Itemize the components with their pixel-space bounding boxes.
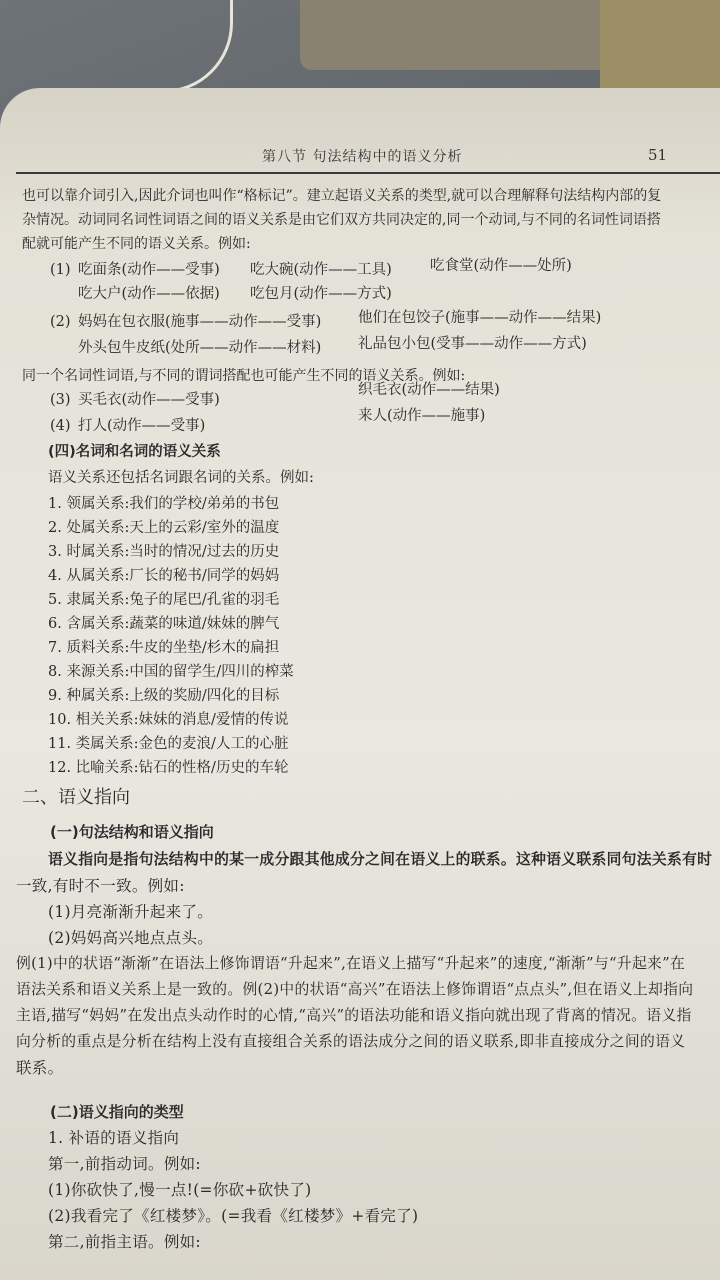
list-item: 2. 处属关系:天上的云彩/室外的温度 bbox=[48, 520, 280, 536]
example-item: 来人(动作——施事) bbox=[358, 408, 486, 424]
example-item: 妈妈在包衣服(施事——动作——受事) bbox=[78, 314, 322, 330]
paragraph-line: 例(1)中的状语“渐渐”在语法上修饰谓语“升起来”,在语义上描写“升起来”的速度,“渐渐”与“升起来”在 bbox=[16, 955, 686, 972]
list-item: 3. 时属关系:当时的情况/过去的历史 bbox=[48, 544, 280, 560]
example-label: (3) bbox=[50, 392, 71, 408]
text-line: 杂情况。动词同名词性词语之间的语义关系是由它们双方共同决定的,同一个动词,与不同的名词性词语搭 bbox=[22, 212, 661, 228]
example-item: 外头包牛皮纸(处所——动作——材料) bbox=[78, 340, 322, 356]
list-item: 9. 种属关系:上级的奖励/四化的目标 bbox=[48, 688, 280, 704]
part-heading: 二、语义指向 bbox=[22, 787, 130, 808]
chapter-title: 第八节 句法结构中的语义分析 bbox=[262, 149, 463, 165]
example-item: 他们在包饺子(施事——动作——结果) bbox=[358, 310, 602, 326]
example-item: 买毛衣(动作——受事) bbox=[78, 392, 220, 408]
list-item: 10. 相关关系:妹妹的消息/爱情的传说 bbox=[48, 712, 289, 728]
subsection-heading: 1. 补语的语义指向 bbox=[48, 1129, 180, 1147]
list-item: 5. 隶属关系:兔子的尾巴/孔雀的羽毛 bbox=[48, 592, 280, 608]
example-item: 吃面条(动作——受事) bbox=[78, 262, 220, 278]
text-line: 配就可能产生不同的语义关系。例如: bbox=[22, 236, 251, 252]
section-heading: (二)语义指向的类型 bbox=[50, 1103, 184, 1121]
paragraph-line: 主语,描写“妈妈”在发出点头动作时的心情,“高兴”的语法功能和语义指向就出现了背离的情况。语义指 bbox=[16, 1007, 692, 1024]
list-item: 8. 来源关系:中国的留学生/四川的榨菜 bbox=[48, 664, 294, 680]
paragraph-line: 向分析的重点是分析在结构上没有直接组合关系的语法成分之间的语义联系,即非直接成分之间的语义 bbox=[16, 1033, 686, 1050]
example-item: 吃大碗(动作——工具) bbox=[250, 262, 392, 278]
list-item: 6. 含属关系:蔬菜的味道/妹妹的脾气 bbox=[48, 616, 280, 632]
paragraph-line: 一致,有时不一致。例如: bbox=[16, 877, 185, 895]
text-line: 同一个名词性词语,与不同的谓词搭配也可能产生不同的语义关系。例如: bbox=[22, 368, 466, 384]
background-object bbox=[300, 0, 630, 70]
book-page bbox=[0, 88, 720, 1280]
paragraph-line: 联系。 bbox=[16, 1059, 64, 1077]
paragraph-line: 第一,前指动词。例如: bbox=[48, 1155, 201, 1173]
example-label: (4) bbox=[50, 418, 71, 434]
example-item: 打人(动作——受事) bbox=[78, 418, 206, 434]
example-sentence: (2)妈妈高兴地点点头。 bbox=[48, 929, 214, 947]
example-item: 吃包月(动作——方式) bbox=[250, 286, 392, 302]
header-rule bbox=[16, 172, 720, 174]
paragraph-line: 语法关系和语义关系上是一致的。例(2)中的状语“高兴”在语法上修饰谓语“点点头”,但在语义上却指向 bbox=[16, 981, 694, 998]
section-intro: 语义关系还包括名词跟名词的关系。例如: bbox=[48, 470, 314, 486]
section-heading: (四)名词和名词的语义关系 bbox=[48, 444, 221, 460]
list-item: 11. 类属关系:金色的麦浪/人工的心脏 bbox=[48, 736, 289, 752]
example-item: 织毛衣(动作——结果) bbox=[358, 382, 500, 398]
example-item: 吃大户(动作——依据) bbox=[78, 286, 220, 302]
text-line: 也可以靠介词引入,因此介词也叫作“格标记”。建立起语义关系的类型,就可以合理解释句法结构内部的复 bbox=[22, 188, 662, 204]
page-header bbox=[0, 136, 720, 170]
example-label: (1) bbox=[50, 262, 71, 278]
section-heading: (一)句法结构和语义指向 bbox=[50, 823, 214, 841]
list-item: 4. 从属关系:厂长的秘书/同学的妈妈 bbox=[48, 568, 280, 584]
example-label: (2) bbox=[50, 314, 71, 330]
list-item: 12. 比喻关系:钻石的性格/历史的车轮 bbox=[48, 760, 289, 776]
page-number: 51 bbox=[648, 146, 668, 164]
example-item: 吃食堂(动作——处所) bbox=[430, 258, 572, 274]
example-sentence: (1)你砍快了,慢一点!(=你砍+砍快了) bbox=[48, 1181, 312, 1199]
example-sentence: (2)我看完了《红楼梦》。(=我看《红楼梦》+看完了) bbox=[48, 1207, 419, 1225]
example-item: 礼品包小包(受事——动作——方式) bbox=[358, 336, 587, 352]
example-sentence: (1)月亮渐渐升起来了。 bbox=[48, 903, 214, 921]
list-item: 7. 质料关系:牛皮的坐垫/杉木的扁担 bbox=[48, 640, 280, 656]
paragraph-line: 第二,前指主语。例如: bbox=[48, 1233, 201, 1251]
paragraph-line: 语义指向是指句法结构中的某一成分跟其他成分之间在语义上的联系。这种语义联系同句法关系有时 bbox=[48, 851, 713, 868]
list-item: 1. 领属关系:我们的学校/弟弟的书包 bbox=[48, 496, 280, 512]
